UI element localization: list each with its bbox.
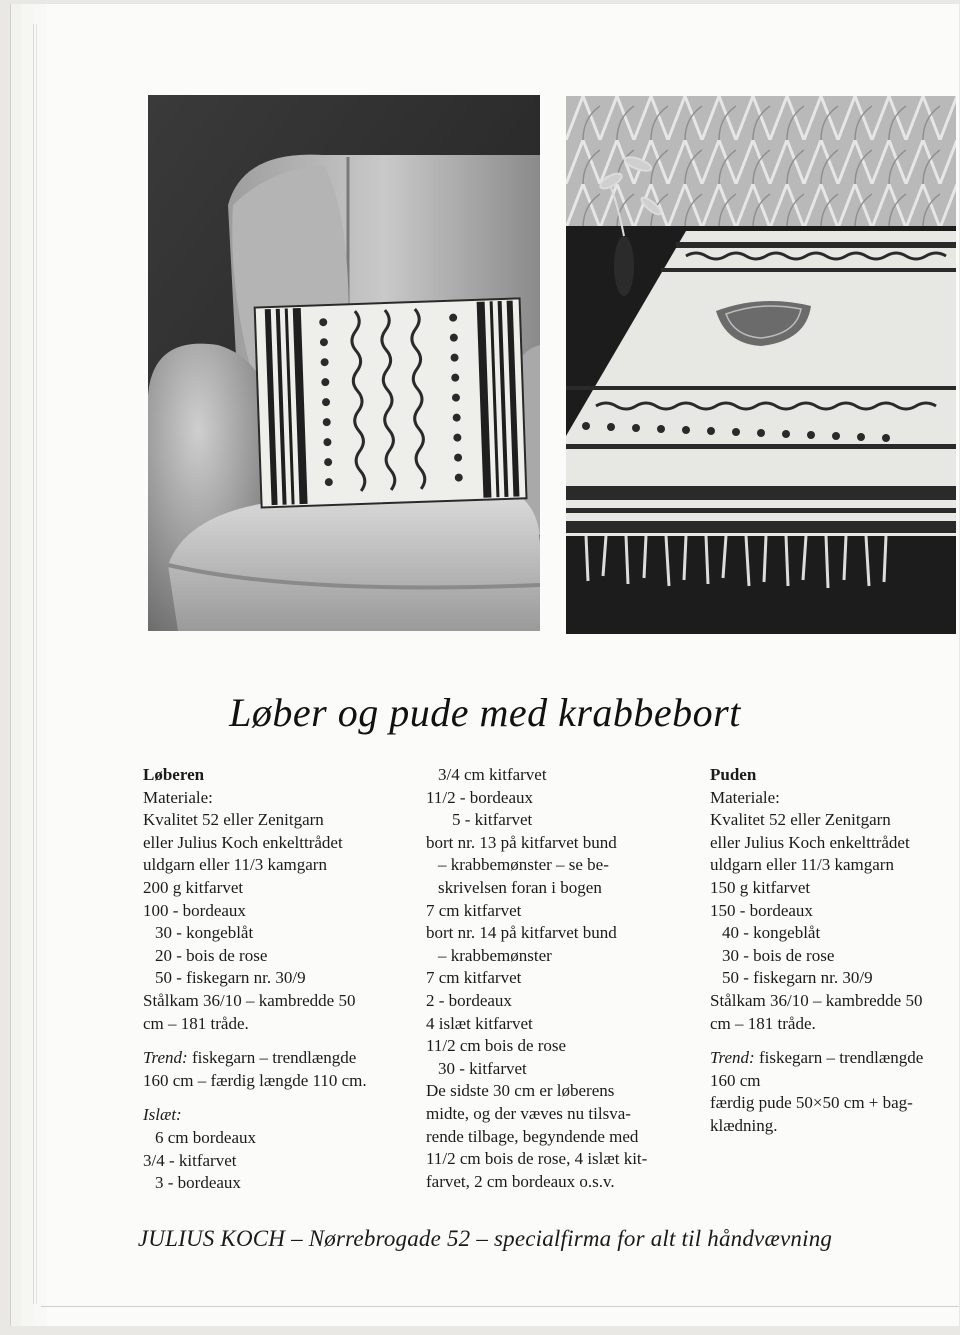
text-line: 4 islæt kitfarvet (426, 1013, 533, 1033)
text-line: 50 - fiskegarn nr. 30/9 (722, 968, 873, 988)
trend-label: Trend: (143, 1048, 188, 1068)
armchair-pillow-photo (148, 95, 540, 631)
text-line: 6 cm bordeaux (155, 1127, 257, 1147)
runner-heading: Løberen (143, 765, 205, 784)
text-line: 11/2 cm bois de rose (426, 1036, 567, 1056)
text-line: cm – 181 tråde. (710, 1013, 816, 1033)
text-line: 30 - kitfarvet (438, 1058, 527, 1078)
text-line: 150 - bordeaux (710, 900, 813, 920)
text-line: 5 - kitfarvet (452, 810, 533, 830)
text-line: 20 - bois de rose (155, 945, 268, 965)
text-line: Materiale: (143, 787, 213, 807)
text-line: farvet, 2 cm bordeaux o.s.v. (426, 1171, 615, 1191)
text-line: 3 - bordeaux (155, 1173, 241, 1193)
text-line: – krabbemønster (438, 945, 552, 965)
text-line: 7 cm kitfarvet (426, 900, 522, 920)
text-line: cm – 181 tråde. (143, 1013, 249, 1033)
text-line: 11/2 cm bois de rose, 4 islæt kit- (426, 1149, 648, 1169)
text-line: 30 - bois de rose (722, 945, 835, 965)
text-line: Stålkam 36/10 – kambredde 50 (143, 990, 356, 1010)
text-line: skrivelsen foran i bogen (438, 877, 602, 897)
text-line: 2 - bordeaux (426, 990, 512, 1010)
text-line: rende tilbage, begyndende med (426, 1126, 639, 1146)
text-line: eller Julius Koch enkelttrådet (710, 832, 910, 852)
text-line: 50 - fiskegarn nr. 30/9 (155, 968, 306, 988)
runner-instructions-column-continued (426, 764, 688, 1193)
trend-line (143, 1047, 393, 1070)
text-line: 160 cm (710, 1070, 761, 1090)
text-line: – krabbemønster – se be- (438, 855, 609, 875)
pillow-instructions-column (710, 764, 958, 1138)
page-edge-lines (33, 24, 37, 1304)
trend-label: Trend: (710, 1048, 755, 1068)
text-line: 100 - bordeaux (143, 900, 246, 920)
text-line: 160 cm – færdig længde 110 cm. (143, 1070, 367, 1090)
text-line: eller Julius Koch enkelttrådet (143, 832, 343, 852)
table-runner-photo (566, 96, 956, 634)
trend-text: fiskegarn – trendlængde (754, 1048, 924, 1068)
trend-line (710, 1047, 958, 1070)
text-line: Kvalitet 52 eller Zenitgarn (143, 810, 324, 830)
text-line: 7 cm kitfarvet (426, 968, 522, 988)
text-line: Kvalitet 52 eller Zenitgarn (710, 810, 891, 830)
text-line: uldgarn eller 11/3 kamgarn (143, 855, 327, 875)
text-line: De sidste 30 cm er løberens (426, 1081, 615, 1101)
islaet-label: Islæt: (143, 1105, 182, 1125)
text-line: 40 - kongeblåt (722, 923, 821, 943)
text-line: 30 - kongeblåt (155, 923, 254, 943)
pillow-heading: Puden (710, 765, 757, 784)
text-line: 200 g kitfarvet (143, 877, 244, 897)
text-line: klædning. (710, 1115, 778, 1135)
text-line: 3/4 - kitfarvet (143, 1150, 237, 1170)
runner-instructions-column (143, 764, 393, 1195)
text-line: 150 g kitfarvet (710, 877, 811, 897)
page-bottom-edge (41, 1306, 959, 1307)
text-line: bort nr. 14 på kitfarvet bund (426, 923, 617, 943)
page-title: Løber og pude med krabbebort (229, 690, 741, 735)
text-line: 3/4 cm kitfarvet (438, 765, 547, 784)
publisher-footer: JULIUS KOCH – Nørrebrogade 52 – specialfirma for alt til håndvævning (137, 1226, 833, 1251)
text-line: færdig pude 50×50 cm + bag- (710, 1093, 913, 1113)
text-line: bort nr. 13 på kitfarvet bund (426, 832, 617, 852)
page (10, 4, 959, 1326)
text-line: midte, og der væves nu tilsva- (426, 1103, 631, 1123)
text-line: 11/2 - bordeaux (426, 787, 534, 807)
text-line: uldgarn eller 11/3 kamgarn (710, 855, 894, 875)
trend-text: fiskegarn – trendlængde (187, 1048, 357, 1068)
text-line: Stålkam 36/10 – kambredde 50 (710, 990, 923, 1010)
text-line: Materiale: (710, 787, 780, 807)
